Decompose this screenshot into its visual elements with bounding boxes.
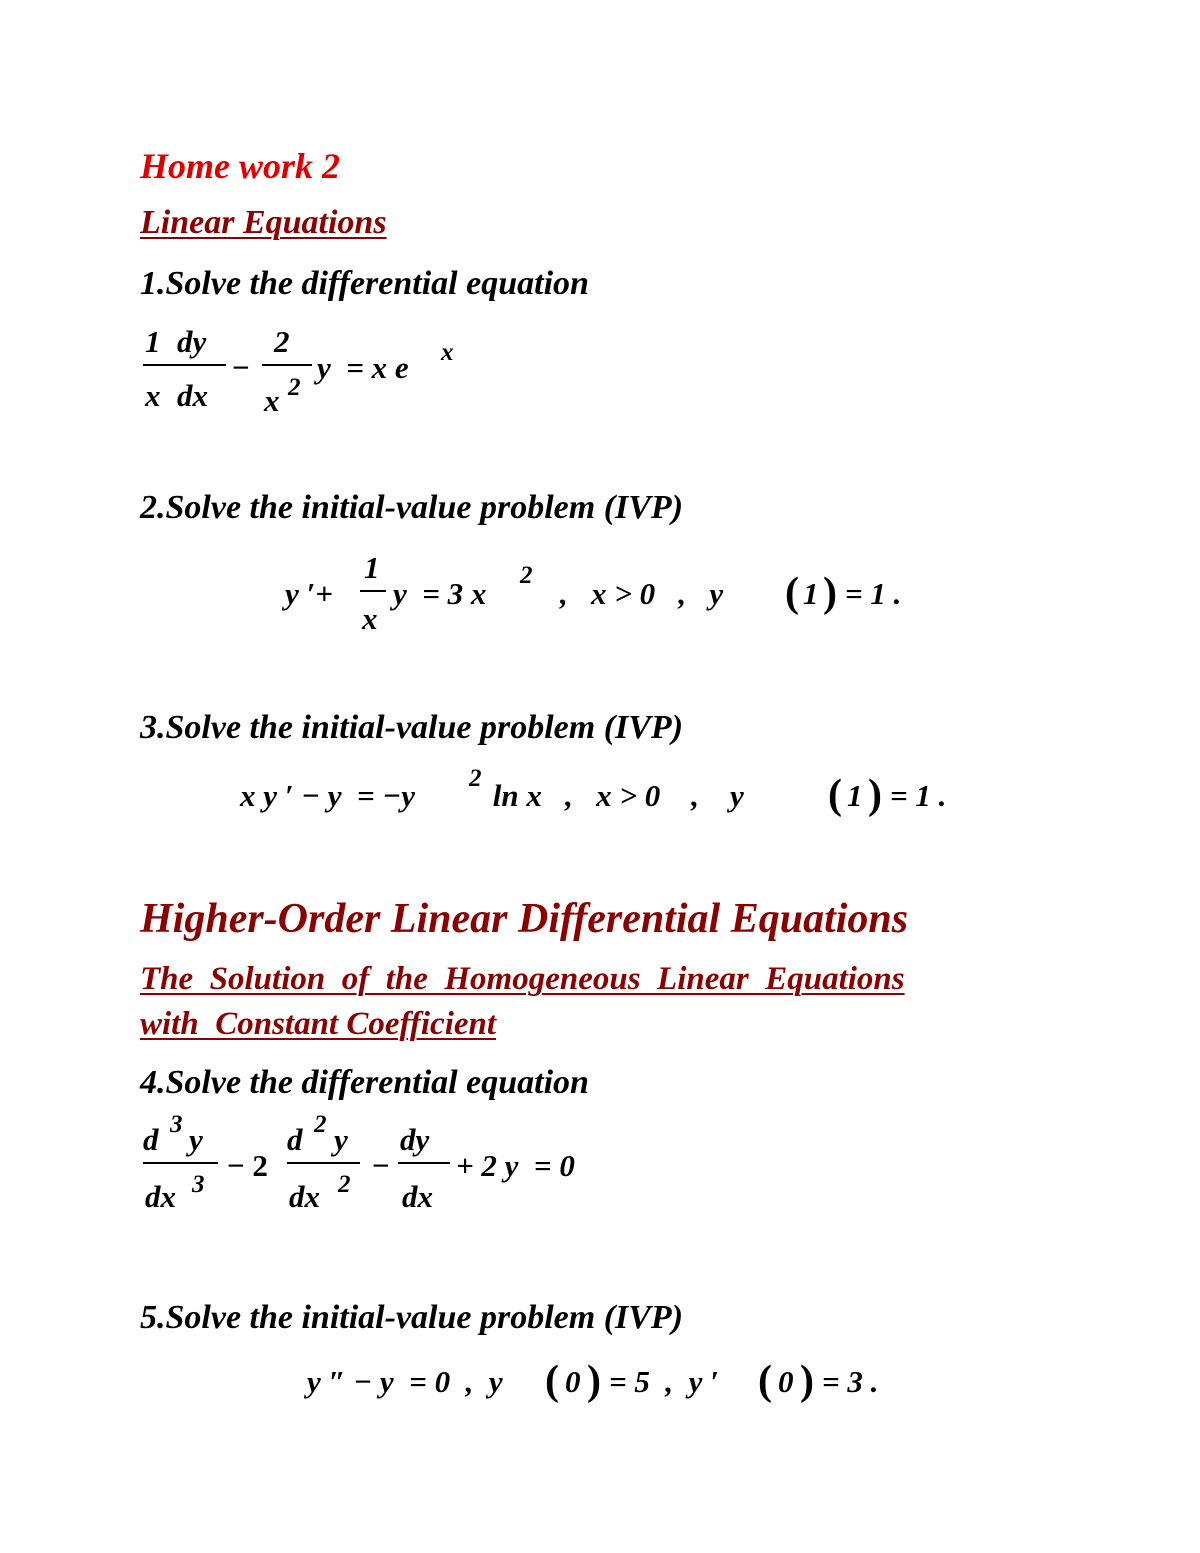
eq2-middle: y = 3 x bbox=[393, 576, 487, 611]
page-title: Home work 2 bbox=[140, 146, 341, 186]
eq3-close-paren: ) bbox=[868, 772, 882, 818]
eq1-numerator-two: 2 bbox=[274, 324, 290, 359]
eq5-close-paren-2: ) bbox=[800, 1358, 814, 1404]
eq1-numerator-one: 1 bbox=[145, 324, 161, 359]
eq1-rhs: y = x e bbox=[317, 350, 409, 385]
problem-5-label: 5.Solve the initial-value problem (IVP) bbox=[140, 1299, 684, 1336]
subheading-line-2: with Constant Coefficient bbox=[140, 1006, 497, 1042]
eq1-exponent-2: 2 bbox=[288, 374, 301, 401]
eq4-dx-denominator: dx bbox=[402, 1179, 433, 1214]
eq5-close-paren-1: ) bbox=[587, 1358, 601, 1404]
eq2-fraction-bar bbox=[360, 590, 386, 592]
problem-2-label: 2.Solve the initial-value problem (IVP) bbox=[140, 489, 684, 526]
eq4-d2-numerator: d bbox=[287, 1122, 303, 1157]
eq2-close-paren: ) bbox=[823, 570, 837, 616]
eq4-exponent-3-denominator: 3 bbox=[192, 1171, 205, 1198]
eq4-fraction-bar-2 bbox=[287, 1162, 360, 1164]
eq4-dy-numerator: dy bbox=[400, 1122, 430, 1157]
eq4-minus-two: − 2 bbox=[227, 1148, 268, 1183]
eq2-argument: 1 bbox=[803, 576, 819, 611]
eq4-exponent-3: 3 bbox=[170, 1111, 183, 1138]
problem-4-label: 4.Solve the differential equation bbox=[140, 1064, 589, 1101]
eq4-dx3-denominator: dx bbox=[145, 1179, 176, 1214]
eq3-end: = 1 . bbox=[890, 778, 947, 813]
eq4-dx2-denominator: dx bbox=[289, 1179, 320, 1214]
eq4-fraction-bar-1 bbox=[143, 1162, 218, 1164]
problem-3-label: 3.Solve the initial-value problem (IVP) bbox=[140, 709, 684, 746]
eq2-open-paren: ( bbox=[785, 570, 799, 616]
eq2-condition: , x > 0 , y bbox=[560, 576, 724, 611]
eq5-open-paren-1: ( bbox=[545, 1358, 559, 1404]
eq3-open-paren: ( bbox=[828, 772, 842, 818]
eq1-denominator-x: x bbox=[145, 378, 161, 413]
section-heading-linear-equations: Linear Equations bbox=[140, 204, 387, 241]
eq2-lhs: y ′+ bbox=[285, 576, 333, 611]
eq1-denominator-dx: dx bbox=[177, 378, 208, 413]
eq1-exponent-x: x bbox=[441, 339, 454, 366]
eq1-denominator-x-squared: x bbox=[264, 383, 280, 418]
eq4-y-numerator: y bbox=[189, 1122, 203, 1157]
eq4-rhs: + 2 y = 0 bbox=[456, 1148, 575, 1183]
eq1-minus: − bbox=[232, 350, 250, 385]
eq5-open-paren-2: ( bbox=[758, 1358, 772, 1404]
subheading-line-1: The Solution of the Homogeneous Linear Equations bbox=[140, 961, 905, 997]
eq3-middle: ln x , x > 0 , y bbox=[485, 778, 744, 813]
eq2-exponent-2: 2 bbox=[520, 562, 533, 589]
eq1-fraction-bar-1 bbox=[143, 364, 226, 366]
eq4-exponent-2: 2 bbox=[314, 1111, 327, 1138]
eq5-argument-2: 0 bbox=[778, 1364, 794, 1399]
eq3-argument: 1 bbox=[847, 778, 863, 813]
section-heading-higher-order: Higher-Order Linear Differential Equations bbox=[140, 896, 909, 942]
eq1-numerator-dy: dy bbox=[177, 324, 207, 359]
eq4-d3-numerator: d bbox=[143, 1122, 159, 1157]
problem-1-label: 1.Solve the differential equation bbox=[140, 265, 589, 302]
eq5-end: = 3 . bbox=[822, 1364, 879, 1399]
eq2-numerator-one: 1 bbox=[364, 550, 380, 585]
eq4-fraction-bar-3 bbox=[398, 1162, 450, 1164]
eq4-y2-numerator: y bbox=[334, 1122, 348, 1157]
eq2-denominator-x: x bbox=[362, 601, 378, 636]
eq4-exponent-2-denominator: 2 bbox=[338, 1171, 351, 1198]
eq2-end: = 1 . bbox=[845, 576, 902, 611]
eq5-lhs: y ″ − y = 0 , y bbox=[307, 1364, 503, 1399]
eq5-argument-1: 0 bbox=[565, 1364, 581, 1399]
eq1-fraction-bar-2 bbox=[262, 364, 312, 366]
eq3-lhs: x y ′ − y = −y bbox=[240, 778, 415, 813]
eq5-middle: = 5 , y ′ bbox=[609, 1364, 719, 1399]
eq4-minus: − bbox=[372, 1148, 390, 1183]
eq3-exponent-2: 2 bbox=[469, 765, 482, 792]
